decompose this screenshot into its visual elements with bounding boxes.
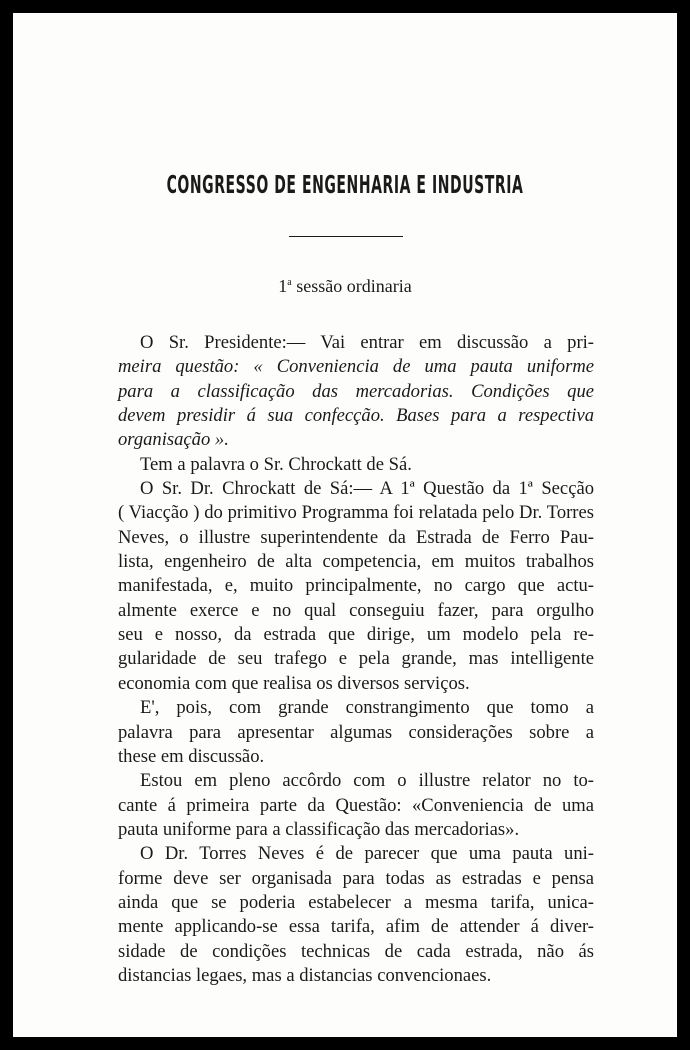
title-divider	[289, 236, 403, 237]
session-number: 1	[278, 276, 288, 296]
text-line: meira questão: « Conveniencia de uma pauta uniforme	[118, 356, 594, 378]
text-line: forme deve ser organisada para todas as estradas e pensa	[118, 867, 594, 889]
text-line: E', pois, com grande constrangimento que tomo a	[140, 697, 594, 719]
document-body	[118, 331, 594, 988]
text-line: Tem a palavra o Sr. Chrockatt de Sá.	[140, 453, 412, 475]
text-line: mente applicando-se essa tarifa, afim de attender á diver-	[118, 916, 594, 938]
text-line: cante á primeira parte da Questão: «Conveniencia de uma	[118, 794, 594, 816]
text-line: O Sr. Presidente:— Vai entrar em discussão a pri-	[140, 332, 594, 353]
document-page	[13, 13, 677, 1037]
text-line: pauta uniforme para a classificação das mercadorias».	[118, 818, 520, 840]
text-line: palavra para apresentar algumas considerações sobre a	[118, 721, 594, 743]
text-line: almente exerce e no qual conseguiu fazer, para orgulho	[118, 599, 594, 621]
session-ordinal: a	[287, 277, 292, 288]
text-line: devem presidir á sua confecção. Bases para a respectiva	[118, 405, 594, 427]
text-line: seu e nosso, da estrada que dirige, um modelo pela re-	[118, 624, 594, 646]
text-line: lista, engenheiro de alta competencia, em muitos trabalhos	[118, 551, 594, 573]
text-line: Estou em pleno accôrdo com o illustre relator no to-	[140, 770, 594, 792]
text-line: manifestada, e, muito principalmente, no cargo que actu-	[118, 575, 594, 597]
text-line: economia com que realisa os diversos serviços.	[118, 672, 470, 694]
text-line: these em discussão.	[118, 745, 265, 767]
text-line: para a classificação das mercadorias. Condições que	[118, 380, 594, 402]
text-line: O Sr. Dr. Chrockatt de Sá:— A 1ª Questão da 1ª Secção	[140, 478, 594, 500]
text-line: organisação ».	[118, 429, 229, 451]
text-line: sidade de condições technicas de cada estrada, não ás	[118, 940, 594, 962]
text-line: ainda que se poderia estabelecer a mesma tarifa, unica-	[118, 891, 594, 913]
session-heading	[13, 276, 677, 297]
text-line: gularidade de seu trafego e pela grande, mas intelligente	[118, 648, 594, 670]
text-line: ( Viacção ) do primitivo Programma foi relatada pelo Dr. Torres	[118, 502, 594, 524]
document-title: CONGRESSO DE ENGENHARIA E INDUSTRIA	[166, 170, 524, 199]
session-label: sessão ordinaria	[296, 276, 412, 296]
text-line: distancias legaes, mas a distancias convencionaes.	[118, 964, 492, 986]
text-line: Neves, o illustre superintendente da Estrada de Ferro Pau-	[118, 526, 594, 548]
text-line: O Dr. Torres Neves é de parecer que uma pauta uni-	[140, 843, 594, 865]
